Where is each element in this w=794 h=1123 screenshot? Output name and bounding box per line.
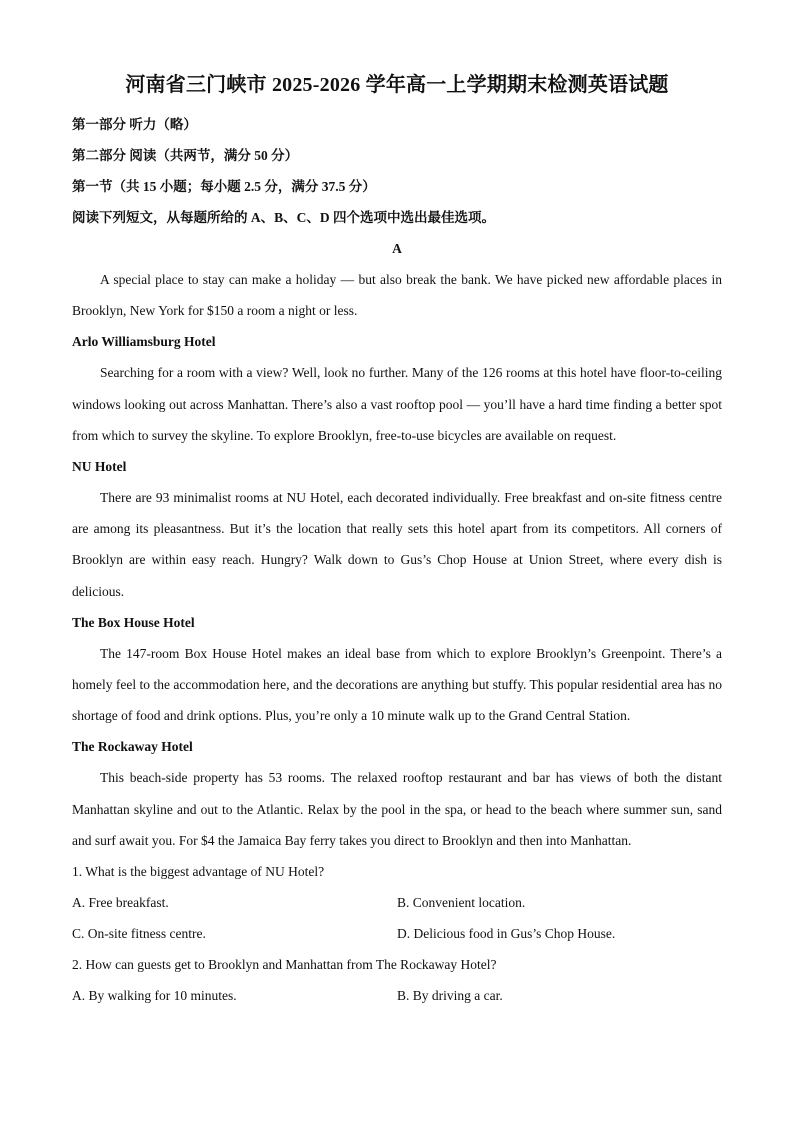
question-1-option-c: C. On-site fitness centre.: [72, 926, 206, 942]
instruction-text: 阅读下列短文，从每题所给的 A、B、C、D 四个选项中选出最佳选项。: [72, 210, 496, 225]
hotel-description-nu: There are 93 minimalist rooms at NU Hotel, each decorated individually. Free breakfast and on-site fitness centre are among its pleasantness. But it’s the location that really sets this hotel apart from its competitors. All corners of Brooklyn are within easy reach. Hungry? Walk down to Gus’s Chop House at Union Street, where every dish is delicious.: [72, 490, 722, 599]
hotel-name-box-house: The Box House Hotel: [72, 614, 195, 630]
passage-letter: A: [392, 241, 402, 256]
hotel-name-nu: NU Hotel: [72, 459, 127, 475]
section-reading-heading: 第二部分 阅读（共两节，满分 50 分）: [72, 148, 299, 163]
page-title: 河南省三门峡市 2025-2026 学年高一上学期期末检测英语试题: [125, 74, 669, 96]
hotel-description-box-house: The 147-room Box House Hotel makes an ideal base from which to explore Brooklyn’s Greenpoint. There’s a homely feel to the accommodation here, and the decorations are anything but stuffy. This popular residential area has no shortage of food and drink options. Plus, you’re only a 10 minute walk up to the Grand Central Station.: [72, 645, 722, 724]
question-2-option-b: B. By driving a car.: [397, 988, 503, 1004]
intro-paragraph: A special place to stay can make a holiday — but also break the bank. We have picked new affordable places in Brooklyn, New York for $150 a room a night or less.: [72, 272, 722, 319]
question-1-option-a: A. Free breakfast.: [72, 895, 169, 911]
question-1: 1. What is the biggest advantage of NU Hotel?: [72, 864, 325, 880]
question-1-option-b: B. Convenient location.: [397, 895, 526, 911]
hotel-name-rockaway: The Rockaway Hotel: [72, 739, 193, 755]
question-2-options-row-1: [72, 980, 722, 1011]
question-1-options-row-2: [72, 918, 722, 949]
question-2: 2. How can guests get to Brooklyn and Manhattan from The Rockaway Hotel?: [72, 957, 497, 973]
question-2-option-a: A. By walking for 10 minutes.: [72, 988, 237, 1004]
section-listening-heading: 第一部分 听力（略）: [72, 117, 197, 132]
hotel-description-rockaway: This beach-side property has 53 rooms. The relaxed rooftop restaurant and bar has views of both the distant Manhattan skyline and out to the Atlantic. Relax by the pool in the spa, or head to the beach where summer sun, sand and surf await you. For $4 the Jamaica Bay ferry takes you direct to Brooklyn and then into Manhattan.: [72, 770, 722, 848]
question-1-options-row-1: [72, 887, 722, 918]
hotel-name-arlo: Arlo Williamsburg Hotel: [72, 334, 216, 350]
question-1-option-d: D. Delicious food in Gus’s Chop House.: [397, 926, 616, 942]
part-one-heading: 第一节（共 15 小题；每小题 2.5 分，满分 37.5 分）: [72, 179, 376, 194]
hotel-description-arlo: Searching for a room with a view? Well, look no further. Many of the 126 rooms at this hotel have floor-to-ceiling windows looking out across Manhattan. There’s also a vast rooftop pool — you’ll have a hard time finding a better spot from which to survey the skyline. To explore Brooklyn, free-to-use bicycles are available on request.: [72, 365, 722, 443]
